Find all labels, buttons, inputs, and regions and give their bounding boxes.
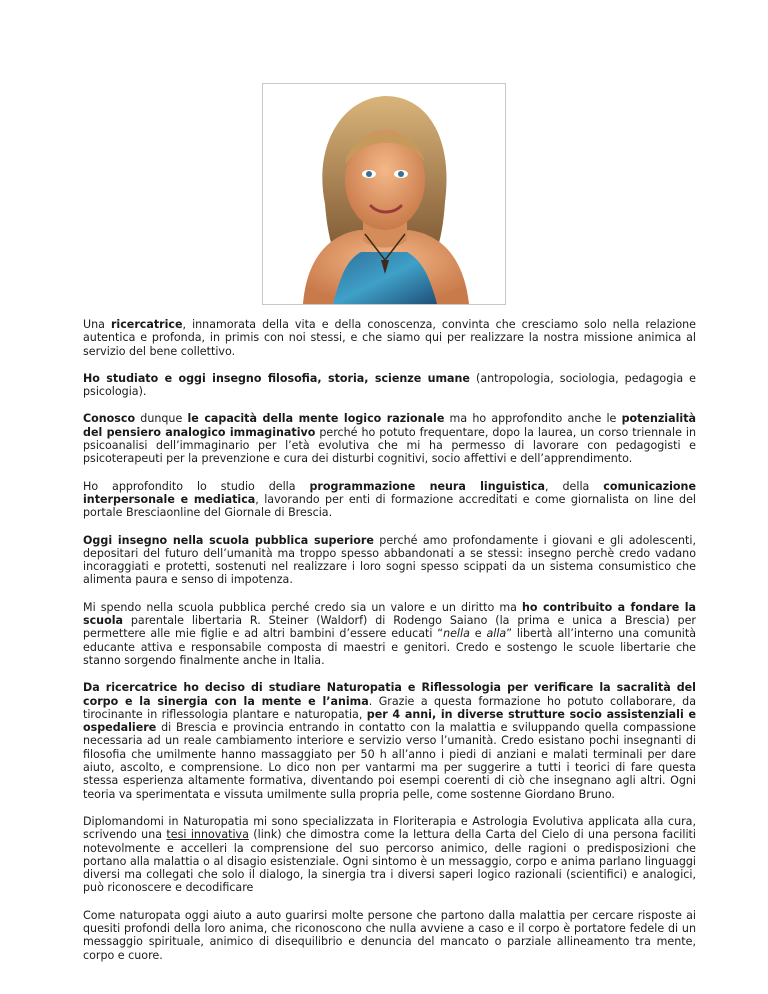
paragraph-pnl: Ho approfondito lo studio della programmazione neura linguistica, della comunicazione interpersonale e mediatica, lavorando per enti di formazione accreditati e come giornalista on line del portale Bresciaonline del Giornale di Brescia. <box>83 479 696 520</box>
paragraph-intro: Una ricercatrice, innamorata della vita e della conoscenza, convinta che cresciamo solo nella relazione autentica e profonda, in primis con noi stessi, e che siamo qui per realizzare la nostra missione animica al servizio del bene collettivo. <box>83 318 696 358</box>
paragraph-school: Mi spendo nella scuola pubblica perché credo sia un valore e un diritto ma ho contribuito a fondare la scuola parentale libertaria R. Steiner (Waldorf) di Rodengo Saiano (la prima e unica a Brescia) per permettere alle mie figlie e ad altri bambini d’essere educati “nella e alla” libertà all’interno una comunità educante attiva e responsabile composta di maestri e genitori. Credo e sostengo le scuole libertarie che stanno sorgendo finalmente anche in Italia. <box>83 600 696 667</box>
paragraph-thesis: Diplomandomi in Naturopatia mi sono specializzata in Floriterapia e Astrologia Evolutiva applicata alla cura, scrivendo una tesi innovativa (link) che dimostra come la lettura della Carta del Cielo di una persona faciliti notevolmente e accelleri la comprensione del suo percorso animico, delle ragioni o predisposizioni che portano alla malattia o al disagio esistenziale. Ogni sintomo è un messaggio, corpo e anima parlano linguaggi diversi ma collegati che solo il dialogo, la sinergia tra i diversi saperi logico razionali (scientifici) e analogici, può riconoscere e decodificare <box>83 814 696 895</box>
portrait-photo <box>262 83 506 305</box>
paragraph-practice: Come naturopata oggi aiuto a auto guarirsi molte persone che partono dalla malattia per cercare risposte ai quesiti profondi della loro anima, che riconoscono che nulla avviene a caso e il corpo è portatore fedele di un messaggio spirituale, animico di disequilibrio e denuncia del mancato o parziale allineamento tra mente, corpo e cuore. <box>83 908 696 962</box>
paragraph-studies: Ho studiato e oggi insegno filosofia, storia, scienze umane (antropologia, sociologia, pedagogia e psicologia). <box>83 371 696 399</box>
portrait-illustration <box>263 84 505 304</box>
paragraph-naturopathy: Da ricercatrice ho deciso di studiare Naturopatia e Riflessologia per verificare la sacralità del corpo e la sinergia con la mente e l’anima. Grazie a questa formazione ho potuto collaborare, da tirocinante in riflessologia plantare e naturopatia, per 4 anni, in diverse strutture socio assistenziali e ospedaliere di Brescia e provincia entrando in contatto con la malattia e sviluppando quella compassione necessaria ad un reale cambiamento interiore e servizio verso l’umanità. Credo esistano pochi insegnanti di filosofia che umilmente hanno massaggiato per 50 h all’anno i piedi di anziani e malati terminali per dare aiuto, ascolto, e comprensione. Lo dico non per vantarmi ma per suggerire a tutti i teorici di fare questa stessa esperienza altamente formativa, diventando poi esempi coerenti di ciò che insegnano agli altri. Ogni teoria va sperimentata e vissuta umilmente sulla propria pelle, come sostenne Giordano Bruno. <box>83 681 696 801</box>
bio-text <box>83 318 696 976</box>
paragraph-teaching: Oggi insegno nella scuola pubblica superiore perché amo profondamente i giovani e gli adolescenti, depositari del futuro dell’umanità ma troppo spesso abbandonati a se stessi: insegno perchè credo vadano incoraggiati e protetti, sostenuti nel realizzare i loro sogni spesso scippati da un sistema consumistico che alimenta paura e senso di impotenza. <box>83 533 696 587</box>
paragraph-knowledge: Conosco dunque le capacità della mente logico razionale ma ho approfondito anche le potenzialità del pensiero analogico immaginativo perché ho potuto frequentare, dopo la laurea, un corso triennale in psicoanalisi dell’immaginario per l’età evolutiva che mi ha permesso di lavorare con pedagogisti e psicoterapeuti per la prevenzione e cura dei disturbi cognitivi, socio affettivi e dell’apprendimento. <box>83 412 696 466</box>
thesis-link[interactable]: tesi innovativa <box>166 828 249 842</box>
